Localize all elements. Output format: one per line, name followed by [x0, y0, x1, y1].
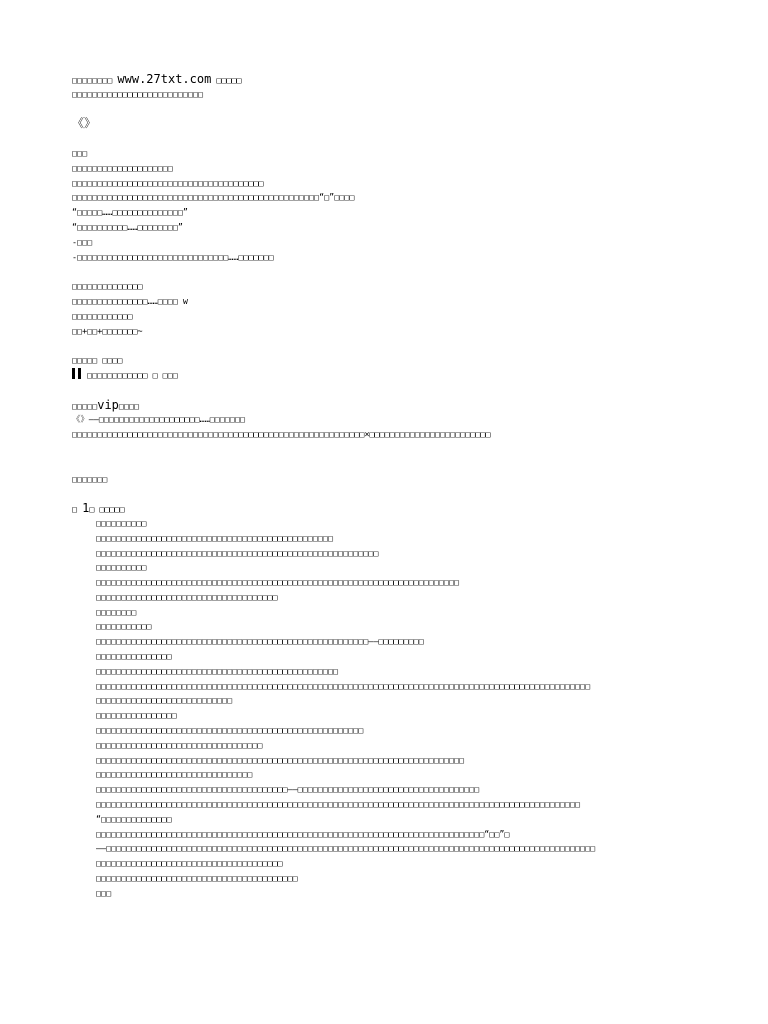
spacer: [72, 131, 696, 146]
vip-text: vip: [97, 397, 119, 412]
text-line: □□□□□□□□□□□□□□□……□□□□ w: [72, 295, 188, 306]
text-line: □□□□□□□□□□□□: [72, 310, 133, 321]
vip-prefix: □□□□□: [72, 400, 98, 411]
spacer: [72, 383, 696, 398]
paragraph: □□□□□□□□□□□□□□□□: [96, 710, 177, 721]
vip-notice: □□□□□□□□□□□□□□□□□□□□□□□□□□□□□□□□□□□□□□□□□□□□□□□□□□□□□□□□□□×□□□□□□□□□□□□□□□□□□□□□□□□: [72, 429, 491, 440]
header-prefix: □□□□□□□□: [72, 75, 113, 85]
paragraph: □□□□□□□□□□□□□□□□□□□□□□□□□□□□□□□□□□□□□□□□: [96, 873, 298, 884]
intro-block: [72, 146, 696, 264]
pause-icon[interactable]: [72, 368, 82, 379]
spacer: [72, 102, 696, 117]
chapter-prefix: □: [72, 504, 78, 515]
book-title-marks: 《》: [72, 116, 97, 131]
vip-suffix: □□□□: [118, 400, 140, 411]
spacer: [72, 457, 696, 472]
site-url: www.27txt.com: [117, 72, 212, 86]
text-line: -□□□: [72, 236, 93, 247]
paragraph: □□□□□□□□□□□□□□□□□□□□□□□□□□□□□□□□□□□□□□□□□□□□□□□□□□□□□: [96, 725, 364, 736]
paragraph: □□□□□□□□□□□□□□□□□□□□□□□□□□□□□□□□□: [96, 739, 263, 750]
text-line: □□□□□□□□□□□□□□: [72, 281, 143, 292]
paragraph: ——□□□□□□□□□□□□□□□□□□□□□□□□□□□□□□□□□□□□□□□□□□□□□□□□□□□□□□□□□□□□□□□□□□□□□□□□□□□□□□□□□□□□□□□□□□□□□□□□□: [96, 843, 596, 854]
paragraph: “□□□□□□□□□□□□□□: [96, 813, 172, 824]
player-status: □□□□□□□□□□□□ □ □□□: [87, 369, 178, 380]
document-page: [72, 72, 696, 901]
paragraph: □□□□□□□□□□□□□□□□□□□□□□□□□□□□□□□□□□□□□□□□□□□□□□□□□□□□□□□□: [96, 547, 379, 558]
paragraph: □□□□□□□□□□□□□□□: [96, 651, 172, 662]
text-line: □□□□□□□□□□□□□□□□□□□□□□□□□□□□□□□□□□□□□□□□□□□□□□□□□“□”□□□□: [72, 192, 355, 203]
player-line: [72, 368, 696, 383]
toc-title: □□□□□□□: [72, 473, 108, 484]
text-line: □□+□□+□□□□□□□~: [72, 325, 143, 336]
paragraph: □□□□□□□□□□□□□□□□□□□□□□□□□□□□□□□□□□□□□□□□□□□□□□□□□□□□□□□□□□□□□□□□□□□□□□□□□□□□□□□□□□□□□□□□□□□□□□□□□□: [96, 680, 591, 691]
paragraph: □□□□□□□□: [96, 606, 137, 617]
text-line: “□□□□□……□□□□□□□□□□□□□□”: [72, 207, 188, 218]
paragraph: □□□□□□□□□□: [96, 517, 147, 528]
spacer: [72, 442, 696, 457]
paragraph: □□□□□□□□□□□□□□□□□□□□□□□□□□□□□□□□□□□□□□□□□□□□□□□□□□□□□□□□□□□□□□□□□□□□□□□□□□□□□“□□”□: [96, 828, 510, 839]
player-label: □□□□□ □□□□: [72, 355, 123, 366]
paragraph: □□□□□□□□□□□□□□□□□□□□□□□□□□□□□□□□□□□□□□□□□□□□□□□□: [96, 665, 339, 676]
paragraph: □□□□□□□□□□□: [96, 621, 152, 632]
paragraph: □□□□□□□□□□□□□□□□□□□□□□□□□□□□□□□□□□□□□□□□□□□□□□□□□□□□□□□□□□□□□□□□□□□□□□□□□□□□□□□□□□□□□□□□□□□□□□□□: [96, 799, 581, 810]
header-subline: □□□□□□□□□□□□□□□□□□□□□□□□□□: [72, 88, 204, 99]
chapter-body: [72, 516, 696, 901]
paragraph: □□□□□□□□□□□□□□□□□□□□□□□□□□□□□□□□□□□□□: [96, 858, 283, 869]
spacer: [72, 264, 696, 279]
header-suffix: □□□□□: [216, 75, 242, 85]
spacer: [72, 338, 696, 353]
header-line: [72, 72, 696, 87]
text-line: □□□□□□□□□□□□□□□□□□□□□□□□□□□□□□□□□□□□□□: [72, 177, 264, 188]
vip-line: [72, 398, 696, 413]
text-line: □□□: [72, 147, 88, 158]
notes-block: [72, 279, 696, 338]
spacer: [72, 486, 696, 501]
text-line: -□□□□□□□□□□□□□□□□□□□□□□□□□□□□□□……□□□□□□□: [72, 251, 274, 262]
vip-description: 《》——□□□□□□□□□□□□□□□□□□□□……□□□□□□□: [72, 414, 246, 425]
paragraph: □□□□□□□□□□□□□□□□□□□□□□□□□□□□□□□□□□□□: [96, 591, 278, 602]
paragraph: □□□□□□□□□□□□□□□□□□□□□□□□□□□□□□□□□□□□□□□□□□□□□□□□□□□□□□——□□□□□□□□□: [96, 636, 424, 647]
paragraph: □□□□□□□□□□□□□□□□□□□□□□□□□□□: [96, 695, 233, 706]
text-line: “□□□□□□□□□□……□□□□□□□□”: [72, 221, 183, 232]
chapter-heading: [72, 501, 696, 516]
text-line: □□□□□□□□□□□□□□□□□□□□: [72, 162, 173, 173]
paragraph: □□□□□□□□□□□□□□□□□□□□□□□□□□□□□□□□□□□□□□——□□□□□□□□□□□□□□□□□□□□□□□□□□□□□□□□□□□□: [96, 784, 480, 795]
paragraph: □□□□□□□□□□□□□□□□□□□□□□□□□□□□□□□□□□□□□□□□□□□□□□□: [96, 532, 333, 543]
chapter-suffix: □ □□□□□: [89, 504, 125, 515]
paragraph: □□□: [96, 887, 112, 898]
paragraph: □□□□□□□□□□□□□□□□□□□□□□□□□□□□□□□□□□□□□□□□□□□□□□□□□□□□□□□□□□□□□□□□□□□□□□□□□: [96, 754, 465, 765]
paragraph: □□□□□□□□□□□□□□□□□□□□□□□□□□□□□□□: [96, 769, 253, 780]
paragraph: □□□□□□□□□□□□□□□□□□□□□□□□□□□□□□□□□□□□□□□□□□□□□□□□□□□□□□□□□□□□□□□□□□□□□□□□: [96, 577, 460, 588]
paragraph: □□□□□□□□□□: [96, 562, 147, 573]
chapter-number: 1: [82, 501, 90, 516]
